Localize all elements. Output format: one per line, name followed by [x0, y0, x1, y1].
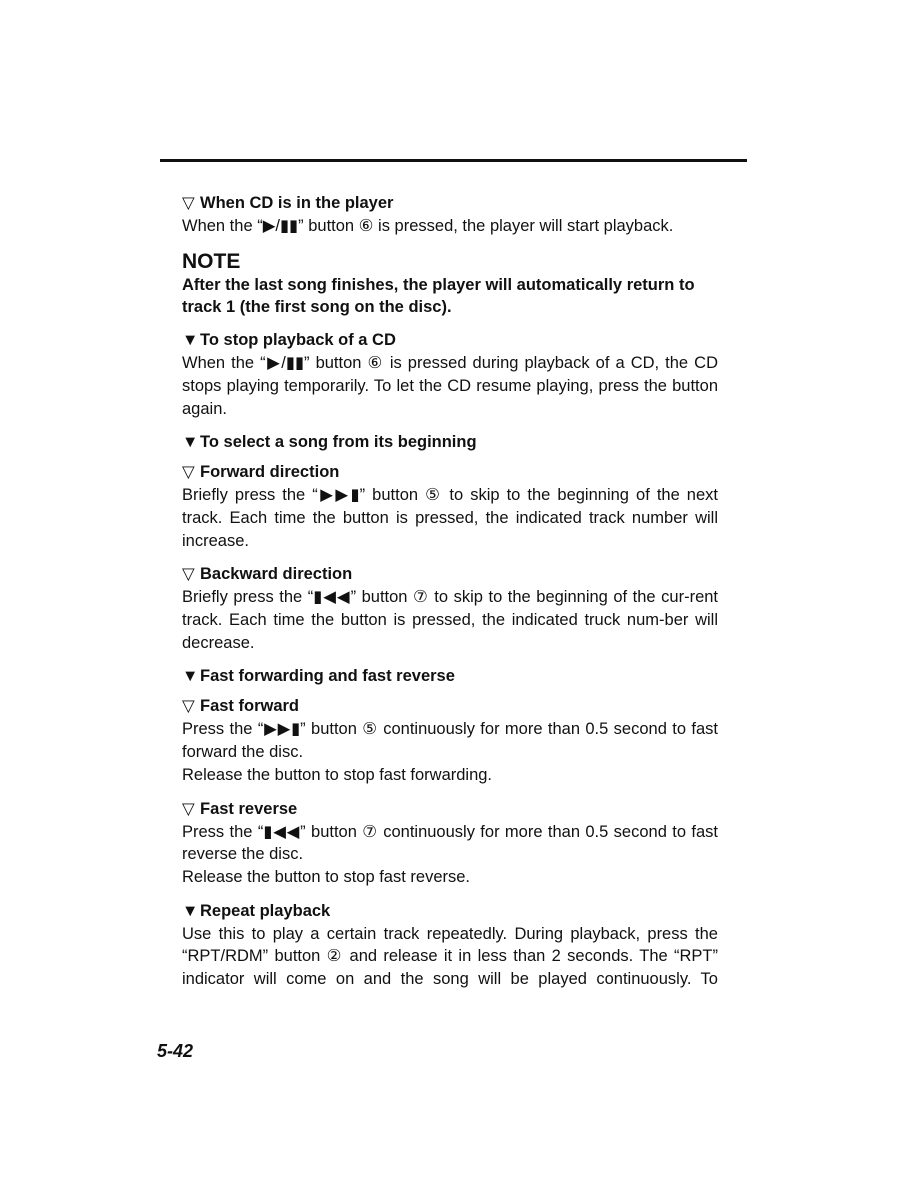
- paragraph: Press the “▶▶▮” button ⑤ continuously for more than 0.5 second to fast forward the disc.: [182, 720, 718, 762]
- heading: [182, 665, 718, 688]
- page-number: 5-42: [157, 1041, 194, 1061]
- section-fast-forwarding-reverse: [182, 665, 718, 688]
- section-fast-forward: [182, 695, 718, 786]
- heading-text: To select a song from its beginning: [200, 433, 477, 452]
- solid-triangle-icon: ▼: [182, 433, 199, 452]
- paragraph: When the “▶/▮▮” button ⑥ is pressed, the player will start playback.: [182, 217, 674, 235]
- paragraph: Briefly press the “▮◀◀” button ⑦ to skip to the beginning of the cur-rent track. Each time the button is pressed, the indicated truck num-ber will decrease.: [182, 588, 718, 652]
- section-backward-direction: [182, 563, 718, 654]
- heading: [182, 431, 718, 454]
- note-text: After the last song finishes, the player will automatically return to track 1 (the first song on the disc).: [182, 275, 695, 317]
- note-block: [182, 250, 718, 319]
- subheading: [182, 461, 718, 484]
- subheading-text: Backward direction: [200, 565, 353, 584]
- solid-triangle-icon: ▼: [182, 901, 199, 920]
- paragraph: Use this to play a certain track repeatedly. During playback, press the “RPT/RDM” button ② and release it in less than 2 seconds. The “RPT” indicator will come on and the song will be played continuously. To: [182, 924, 718, 989]
- subheading-text: Forward direction: [200, 463, 340, 482]
- solid-triangle-icon: ▼: [182, 667, 199, 686]
- paragraph: Press the “▮◀◀” button ⑦ continuously for more than 0.5 second to fast reverse the disc.: [182, 822, 718, 864]
- heading-text: To stop playback of a CD: [200, 331, 396, 350]
- section-stop-playback: [182, 329, 718, 420]
- heading-text: Fast forwarding and fast reverse: [200, 667, 455, 686]
- hollow-triangle-icon: ▽: [182, 799, 195, 818]
- solid-triangle-icon: ▼: [182, 331, 199, 350]
- section-when-cd-in-player: [182, 192, 718, 238]
- heading-text: Repeat playback: [200, 901, 331, 920]
- paragraph: Release the button to stop fast forwarding.: [182, 765, 493, 784]
- section-select-song: [182, 431, 718, 454]
- section-repeat-playback: [182, 900, 718, 991]
- hollow-triangle-icon: ▽: [182, 697, 195, 716]
- section-forward-direction: [182, 461, 718, 552]
- subheading-text: When CD is in the player: [200, 194, 394, 212]
- paragraph: Briefly press the “▶▶▮” button ⑤ to skip to the beginning of the next track. Each time the button is pressed, the indicated track number will increase.: [182, 486, 718, 550]
- note-title: NOTE: [182, 249, 241, 273]
- paragraph: When the “▶/▮▮” button ⑥ is pressed during playback of a CD, the CD stops playing temporarily. To let the CD resume playing, press the button again.: [182, 354, 718, 418]
- subheading: [182, 192, 718, 215]
- heading: [182, 329, 718, 352]
- subheading: [182, 695, 718, 718]
- subheading: [182, 563, 718, 586]
- manual-content: [182, 192, 718, 991]
- subheading-text: Fast forward: [200, 697, 300, 716]
- top-rule: [160, 159, 747, 162]
- paragraph: Release the button to stop fast reverse.: [182, 867, 471, 886]
- hollow-triangle-icon: ▽: [182, 565, 195, 584]
- heading: [182, 900, 718, 923]
- hollow-triangle-icon: ▽: [182, 463, 195, 482]
- subheading-text: Fast reverse: [200, 799, 298, 818]
- hollow-triangle-icon: ▽: [182, 194, 195, 212]
- subheading: [182, 798, 718, 821]
- section-fast-reverse: [182, 798, 718, 889]
